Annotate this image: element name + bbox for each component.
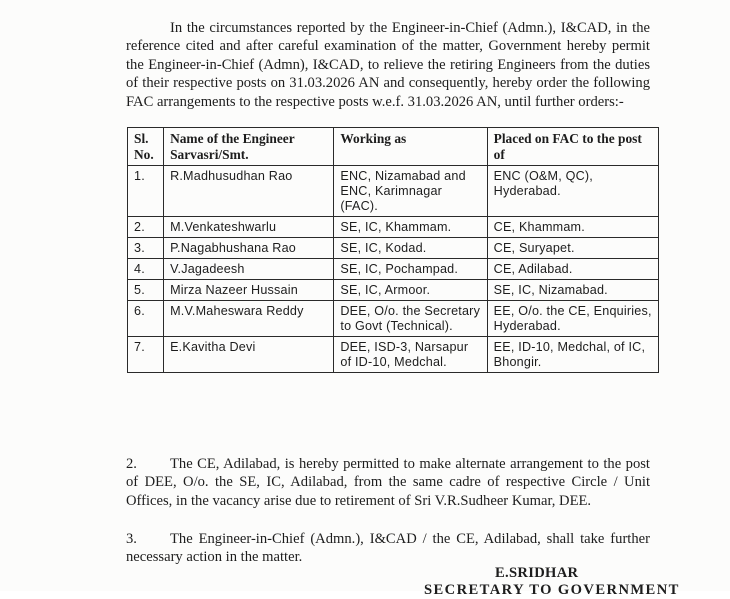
row-engineer-name: M.Venkateshwarlu — [164, 217, 334, 238]
paragraph-3-text: The Engineer-in-Chief (Admn.), I&CAD / the CE, Adilabad, shall take further necessary action in the matter. — [126, 530, 650, 566]
row-sl-no: 7. — [128, 337, 164, 373]
row-working-as: ENC, Nizamabad and ENC, Karimnagar (FAC). — [334, 166, 487, 217]
table-row — [128, 217, 659, 238]
table-row — [128, 301, 659, 337]
table-row — [128, 337, 659, 373]
row-engineer-name: Mirza Nazeer Hussain — [164, 280, 334, 301]
header-sl-no: Sl. No. — [128, 128, 164, 166]
paragraph-3 — [126, 530, 650, 567]
header-engineer-name: Name of the Engineer Sarvasri/Smt. — [164, 128, 334, 166]
row-placed-on-fac: CE, Adilabad. — [487, 259, 658, 280]
row-sl-no: 5. — [128, 280, 164, 301]
row-engineer-name: P.Nagabhushana Rao — [164, 238, 334, 259]
signatory-designation: SECRETARY TO GOVERNMENT — [424, 582, 680, 598]
row-working-as: DEE, ISD-3, Narsapur of ID-10, Medchal. — [334, 337, 487, 373]
paragraph-2-text: The CE, Adilabad, is hereby permitted to make alternate arrangement to the post of DEE, O/o. the SE, IC, Adilabad, from the same cadre of respective Circle / Unit Offices, in the vacancy arise due to retirement of Sri V.R.Sudheer Kumar, DEE. — [126, 455, 650, 509]
row-engineer-name: E.Kavitha Devi — [164, 337, 334, 373]
row-working-as: SE, IC, Armoor. — [334, 280, 487, 301]
intro-paragraph: In the circumstances reported by the Engineer-in-Chief (Admn.), I&CAD, in the reference cited and after careful examination of the matter, Government hereby permit the Engineer-in-Chief (Admn), I&CAD, to relieve the retiring Engineers from the duties of their respective posts on 31.03.2026 AN and consequently, hereby order the following FAC arrangements to the respective posts w.e.f. 31.03.2026 AN, until further orders:- — [126, 19, 650, 110]
row-placed-on-fac: EE, ID-10, Medchal, of IC, Bhongir. — [487, 337, 658, 373]
table-row — [128, 166, 659, 217]
row-placed-on-fac: CE, Suryapet. — [487, 238, 658, 259]
header-placed-on-fac: Placed on FAC to the post of — [487, 128, 658, 166]
row-sl-no: 2. — [128, 217, 164, 238]
row-working-as: SE, IC, Khammam. — [334, 217, 487, 238]
paragraph-2 — [126, 455, 650, 511]
row-working-as: DEE, O/o. the Secretary to Govt (Technical). — [334, 301, 487, 337]
row-sl-no: 3. — [128, 238, 164, 259]
table-row — [128, 259, 659, 280]
fac-arrangements-table — [127, 127, 659, 373]
row-sl-no: 4. — [128, 259, 164, 280]
table-row — [128, 280, 659, 301]
row-placed-on-fac: ENC (O&M, QC), Hyderabad. — [487, 166, 658, 217]
row-engineer-name: R.Madhusudhan Rao — [164, 166, 334, 217]
row-engineer-name: V.Jagadeesh — [164, 259, 334, 280]
signatory-name: E.SRIDHAR — [495, 565, 579, 581]
row-placed-on-fac: SE, IC, Nizamabad. — [487, 280, 658, 301]
header-working-as: Working as — [334, 128, 487, 166]
row-placed-on-fac: CE, Khammam. — [487, 217, 658, 238]
paragraph-3-number: 3. — [126, 530, 137, 547]
row-working-as: SE, IC, Pochampad. — [334, 259, 487, 280]
row-sl-no: 1. — [128, 166, 164, 217]
row-placed-on-fac: EE, O/o. the CE, Enquiries, Hyderabad. — [487, 301, 658, 337]
row-sl-no: 6. — [128, 301, 164, 337]
table-header-row — [128, 128, 659, 166]
row-working-as: SE, IC, Kodad. — [334, 238, 487, 259]
table-row — [128, 238, 659, 259]
row-engineer-name: M.V.Maheswara Reddy — [164, 301, 334, 337]
paragraph-2-number: 2. — [126, 455, 137, 472]
